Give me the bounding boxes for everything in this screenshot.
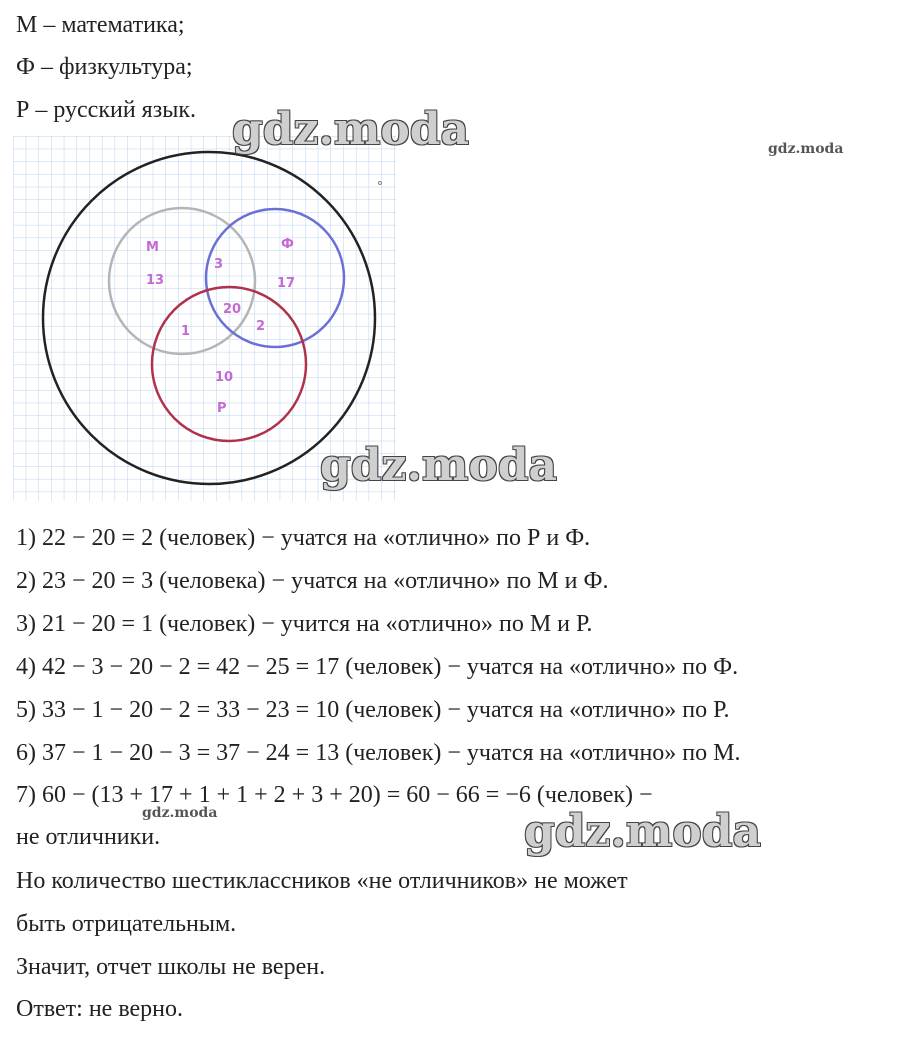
label-m: М	[146, 240, 159, 255]
solution-step-2: 2) 23 − 20 = 3 (человека) − учатся на «отлично» по М и Ф.	[16, 568, 609, 594]
legend-russian: Р – русский язык.	[16, 97, 196, 123]
solution-step-5: 5) 33 − 1 − 20 − 2 = 33 − 23 = 10 (человек) − учатся на «отлично» по Р.	[16, 697, 730, 723]
watermark-top: gdz.moda	[232, 104, 470, 155]
label-only-r: 10	[215, 370, 234, 385]
solution-step-7: 7) 60 − (13 + 17 + 1 + 1 + 2 + 3 + 20) = 60 − 66 = −6 (человек) −	[16, 782, 653, 808]
watermark-bottom: gdz.moda	[524, 806, 762, 857]
label-f: Ф	[281, 237, 294, 252]
label-only-m: 13	[146, 273, 165, 288]
solution-step-7-cont: не отличники.	[16, 824, 161, 850]
legend-physical-education: Ф – физкультура;	[16, 54, 193, 80]
solution-step-3: 3) 21 − 20 = 1 (человек) − учится на «отлично» по М и Р.	[16, 611, 593, 637]
label-m-f: 3	[214, 257, 224, 272]
watermark-small-left: gdz.moda	[142, 805, 218, 821]
conclusion-line-2: быть отрицательным.	[16, 911, 237, 937]
label-only-f: 17	[277, 276, 296, 291]
solution-step-6: 6) 37 − 1 − 20 − 3 = 37 − 24 = 13 (человек) − учатся на «отлично» по М.	[16, 740, 741, 766]
legend-math: М – математика;	[16, 12, 185, 38]
label-r: Р	[217, 401, 227, 416]
label-m-f-r: 20	[223, 302, 242, 317]
watermark-small-right: gdz.moda	[768, 141, 844, 157]
solution-step-4: 4) 42 − 3 − 20 − 2 = 42 − 25 = 17 (человек) − учатся на «отлично» по Ф.	[16, 654, 739, 680]
conclusion-line-3: Значит, отчет школы не верен.	[16, 954, 326, 980]
label-m-r: 1	[181, 324, 191, 339]
label-f-r: 2	[256, 319, 266, 334]
watermark-middle: gdz.moda	[320, 440, 558, 491]
conclusion-line-1: Но количество шестиклассников «не отличников» не может	[16, 868, 628, 894]
answer-line: Ответ: не верно.	[16, 996, 184, 1022]
solution-step-1: 1) 22 − 20 = 2 (человек) − учатся на «отлично» по Р и Ф.	[16, 525, 591, 551]
